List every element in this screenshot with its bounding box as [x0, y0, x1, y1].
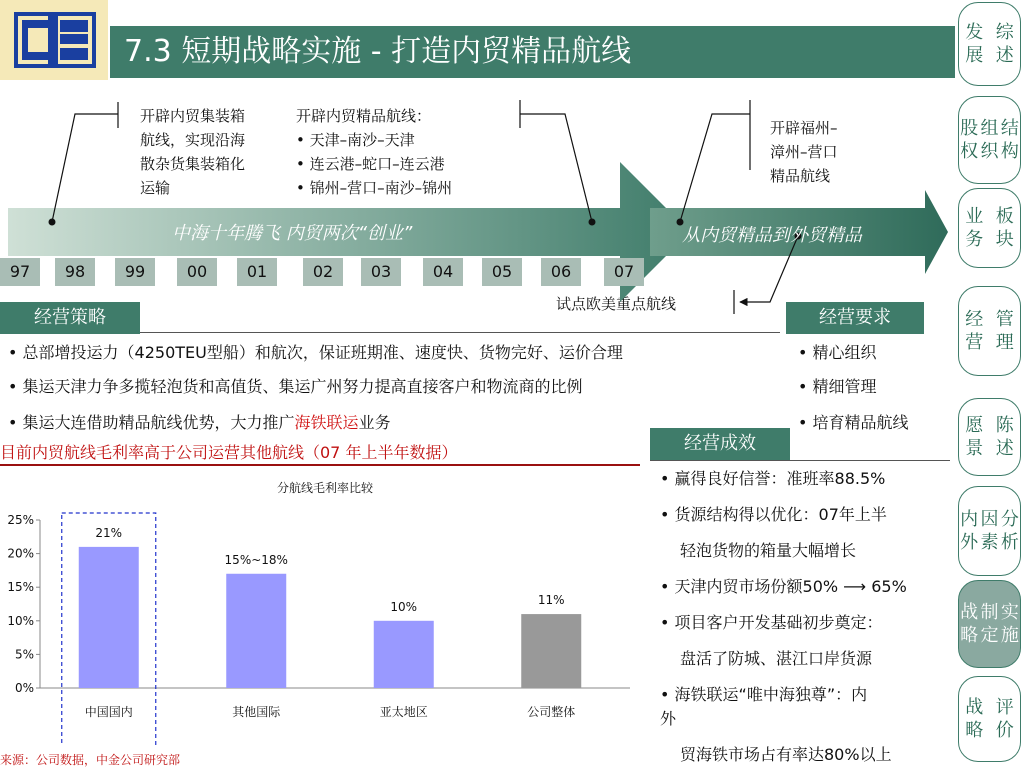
timeline-arrow-1-label: 中海十年腾飞 内贸两次“创业”: [172, 223, 413, 244]
year-box: 00: [177, 258, 217, 286]
bar-data-label: 11%: [537, 593, 565, 608]
x-axis-labels: [85, 704, 576, 719]
bar: [374, 621, 434, 688]
y-tick-label: 20%: [7, 546, 34, 561]
result-line: 轻泡货物的箱量大幅增长: [680, 541, 857, 560]
nav-item[interactable]: 股权 组织 结构: [958, 96, 1021, 184]
arrow-right-icon: ⟶: [838, 577, 872, 596]
section-nav: [955, 0, 1024, 768]
y-tick-label: 10%: [7, 613, 34, 628]
bar-data-label: 15%~18%: [224, 552, 288, 567]
year-box: 97: [0, 258, 40, 286]
results-header: 经营成效: [650, 428, 790, 460]
china-shipping-logo-icon: [14, 12, 96, 68]
nav-item[interactable]: 发展 综述: [958, 2, 1021, 86]
page-title: 7.3 短期战略实施 - 打造内贸精品航线: [124, 34, 632, 69]
result-line: 贸海铁市场占有率达80%以上: [680, 745, 892, 764]
nav-item[interactable]: 战略 制定 实施: [958, 580, 1021, 668]
result-line: 外: [660, 709, 677, 728]
year-box: 99: [115, 258, 155, 286]
timeline-note-2: 开辟内贸精品航线： • 天津–南沙–天津 • 连云港–蛇口–连云港 • 锦州–营口–南沙–锦州: [296, 107, 453, 197]
result-line: • 项目客户开发基础初步奠定：: [660, 613, 883, 632]
nav-item[interactable]: 业务 板块: [958, 188, 1021, 268]
bar: [521, 614, 581, 688]
requirement-item: • 精心组织: [798, 343, 877, 362]
year-box: 98: [55, 258, 95, 286]
strategy-header: 经营策略: [0, 302, 140, 334]
strategy-item: • 总部增投运力（4250TEU型船）和航次，保证班期准、速度快、货物完好、运价合理: [8, 343, 623, 362]
result-line: • 货源结构得以优化：07年上半: [660, 505, 887, 524]
highlight-text: 海铁联运: [294, 413, 359, 432]
strategy-divider: [140, 332, 780, 333]
year-box: 01: [237, 258, 277, 286]
requirement-item: • 精细管理: [798, 377, 877, 396]
bar-data-label: 21%: [95, 525, 123, 540]
chart-title: 分航线毛利率比较: [276, 481, 374, 495]
bar: [226, 574, 286, 688]
strategy-item: • 集运大连借助精品航线优势，大力推广海铁联运业务: [8, 413, 391, 432]
nav-item[interactable]: 内外 因素 分析: [958, 486, 1021, 576]
bar-data-label: 10%: [390, 599, 418, 614]
year-box: 07: [604, 258, 644, 286]
result-tail: 65%: [871, 577, 907, 596]
chart-section-rule: [0, 464, 640, 466]
year-box: 03: [361, 258, 401, 286]
x-tick-label: 中国国内: [84, 705, 133, 719]
y-tick-label: 25%: [7, 513, 34, 527]
bars: [62, 513, 582, 746]
nav-item[interactable]: 愿景 陈述: [958, 398, 1021, 476]
nav-item[interactable]: 经营 管理: [958, 286, 1021, 376]
results-divider: [650, 460, 950, 461]
year-box: 05: [482, 258, 522, 286]
year-box: 06: [541, 258, 581, 286]
nav-item[interactable]: 战略 评价: [958, 676, 1021, 762]
timeline-note-3: 开辟福州– 漳州–营口 精品航线: [770, 119, 838, 185]
x-tick-label: 亚太地区: [379, 705, 428, 719]
year-box: 04: [423, 258, 463, 286]
gross-margin-chart: [0, 470, 640, 746]
chart-section-title: 目前内贸航线毛利率高于公司运营其他航线（07 年上半年数据）: [0, 443, 458, 462]
result-line: 盘活了防城、湛江口岸货源: [680, 649, 873, 668]
source-note: 来源：公司数据，中金公司研究部: [0, 753, 181, 767]
strategy-item: • 集运天津力争多揽轻泡货和高值货、集运广州努力提高直接客户和物流商的比例: [8, 377, 583, 396]
x-tick-label: 公司整体: [527, 705, 576, 719]
company-logo: [0, 0, 108, 80]
requirements-header: 经营要求: [786, 302, 924, 334]
y-tick-label: 15%: [7, 580, 34, 595]
year-box: 02: [303, 258, 343, 286]
result-line: • 天津内贸市场份额50% ⟶ 65%: [660, 577, 907, 596]
bar: [79, 547, 139, 688]
timeline-note-1: 开辟内贸集装箱 航线，实现沿海 散杂货集装箱化 运输: [140, 107, 246, 197]
requirement-item: • 培育精品航线: [798, 413, 909, 432]
result-line: • 海铁联运“唯中海独尊”：内: [660, 685, 868, 704]
y-tick-label: 5%: [14, 647, 34, 662]
result-line: • 赢得良好信誉：准班率88.5%: [660, 469, 886, 488]
timeline-arrow-2-label: 从内贸精品到外贸精品: [682, 225, 862, 246]
y-tick-label: 0%: [14, 681, 34, 695]
timeline-note-4: 试点欧美重点航线: [556, 295, 677, 313]
x-tick-label: 其他国际: [232, 705, 281, 719]
